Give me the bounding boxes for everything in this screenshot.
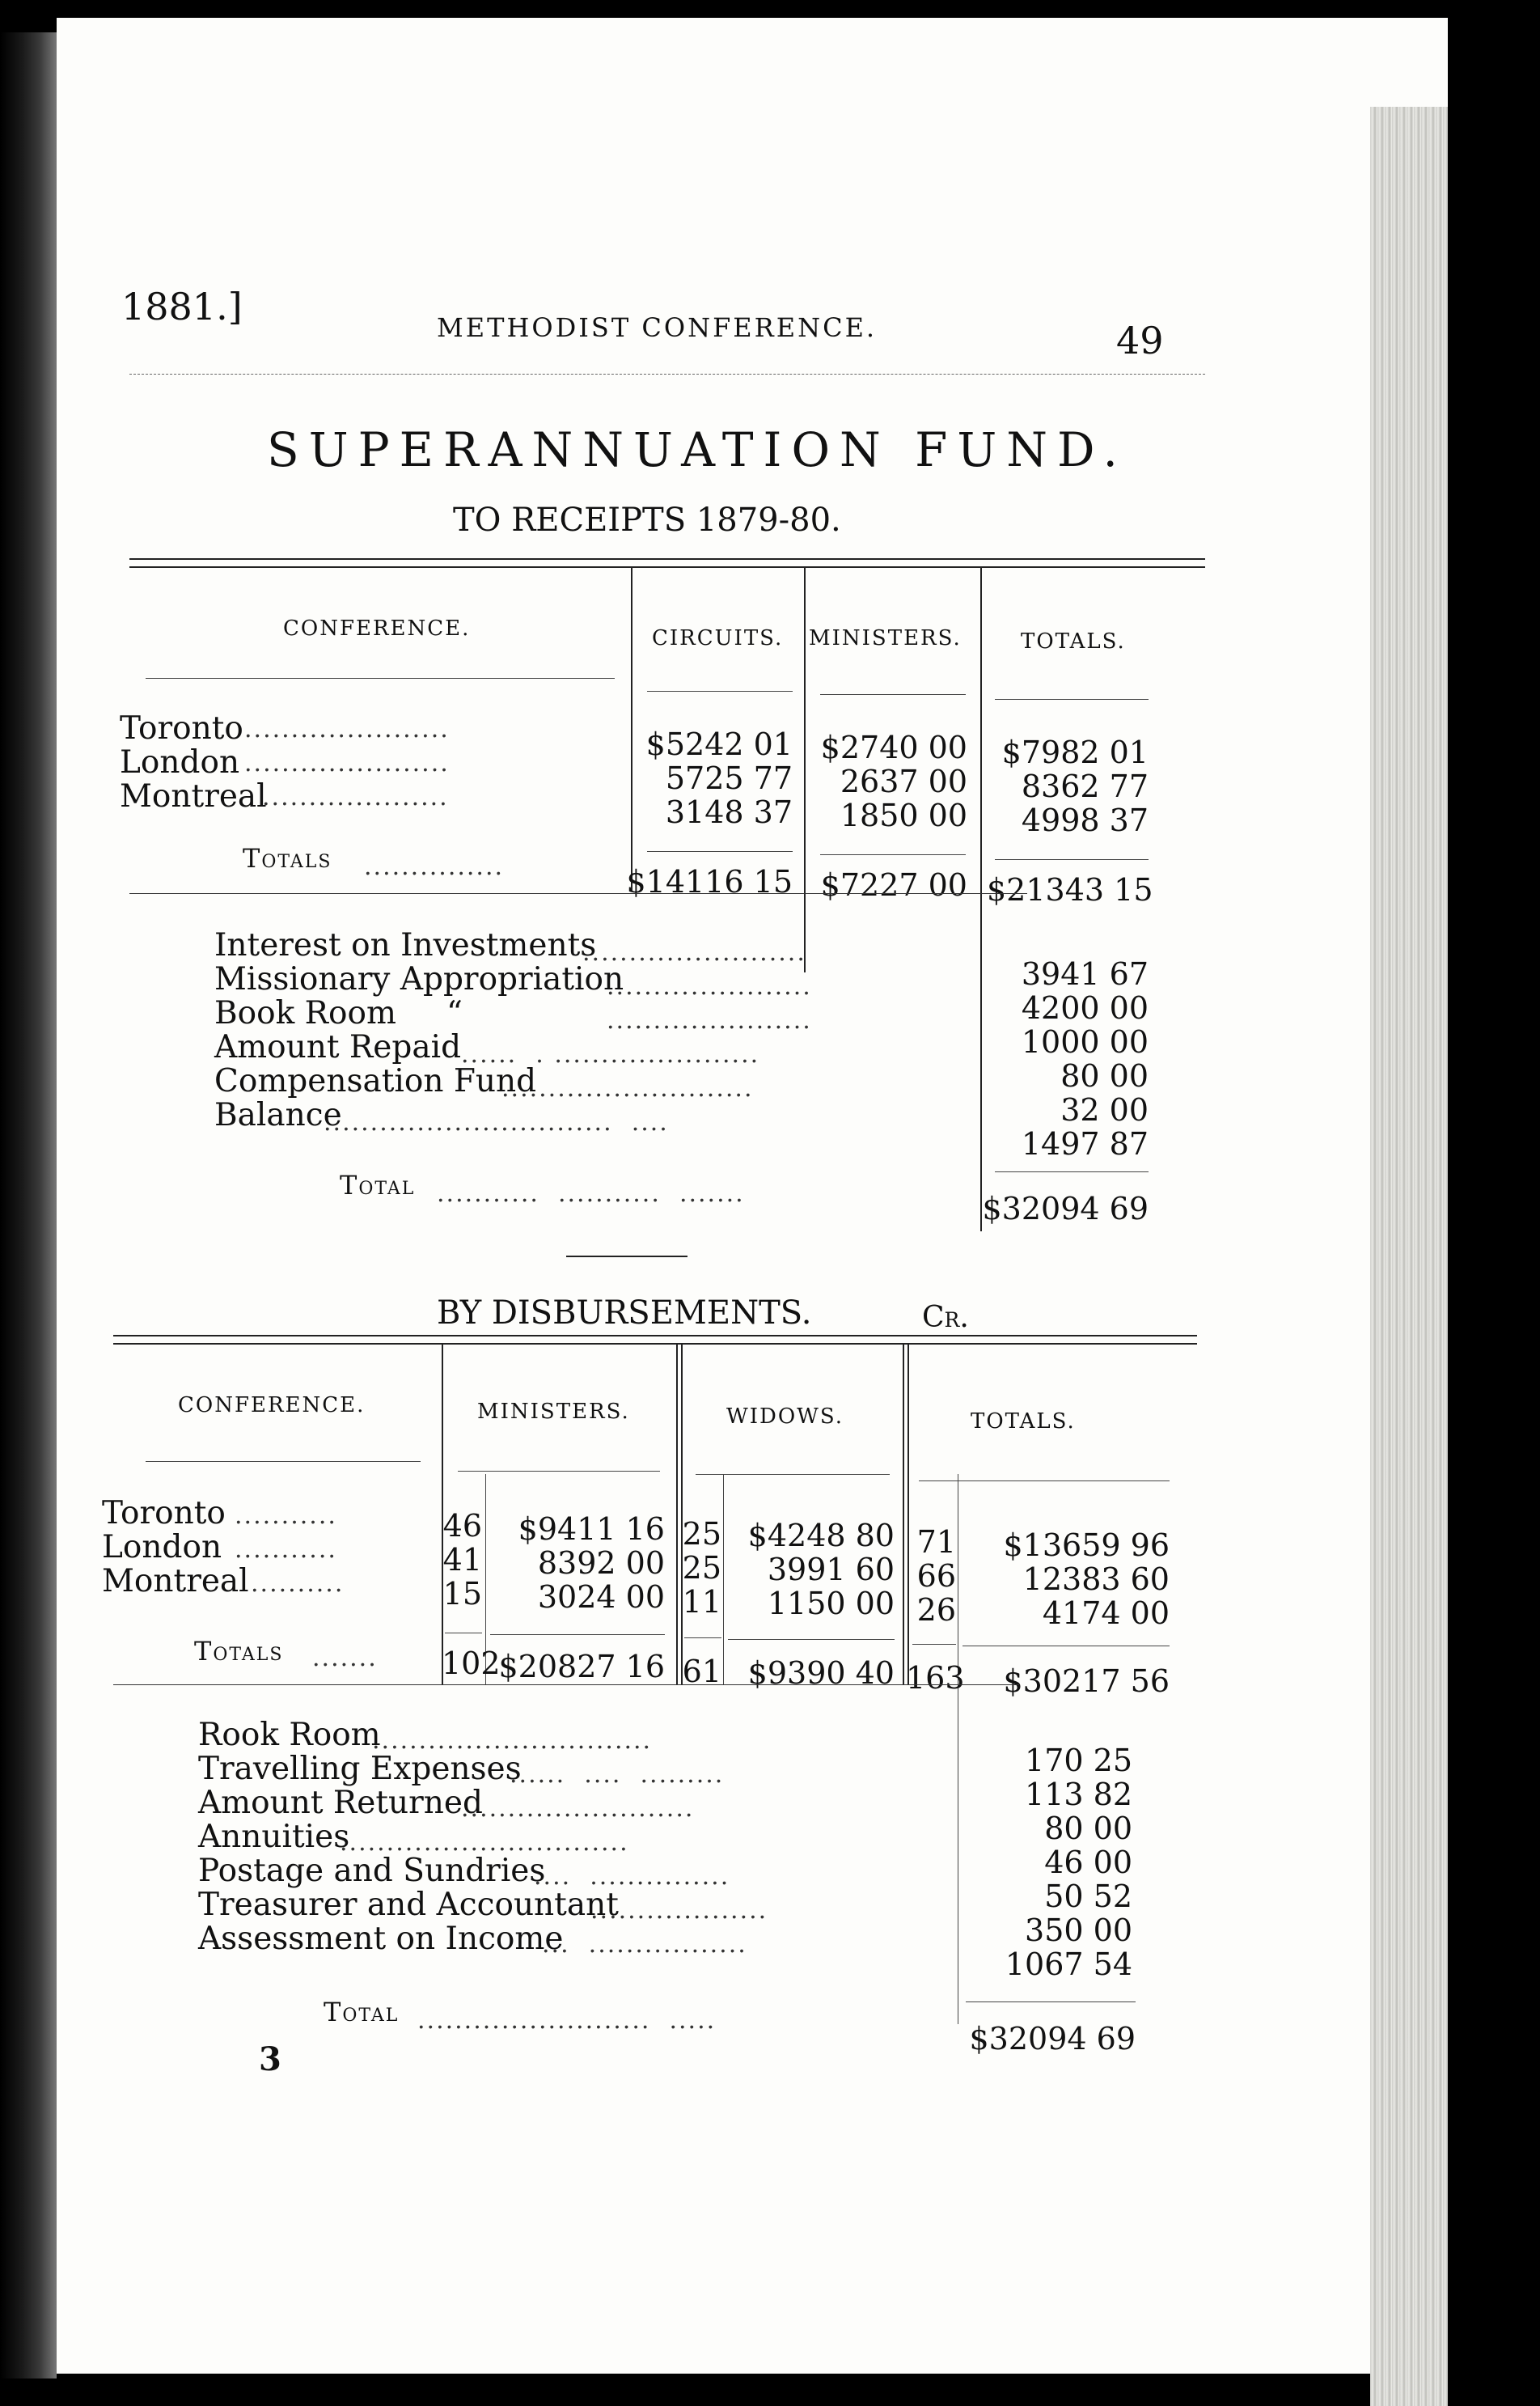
running-head-year: 1881.] xyxy=(121,285,243,328)
head-rule xyxy=(129,374,1205,375)
header-underline xyxy=(458,1471,660,1472)
item-amount: 1067 54 xyxy=(1005,1946,1132,1982)
sum-rule xyxy=(728,1639,895,1640)
row-min-count: 46 xyxy=(442,1508,482,1544)
row-circuits: $5242 01 xyxy=(645,726,793,762)
receipts-top-rule xyxy=(129,558,1205,560)
sum-rule xyxy=(912,1644,956,1645)
item-amount: 50 52 xyxy=(1044,1879,1132,1914)
item-label: Treasurer and Accountant xyxy=(198,1887,619,1923)
totals-tot-amount: $30217 56 xyxy=(1003,1663,1170,1699)
item-amount: 32 00 xyxy=(1060,1092,1149,1128)
col-widows: WIDOWS. xyxy=(726,1404,844,1429)
col-totals: TOTALS. xyxy=(1021,629,1126,654)
item-label: Compensation Fund xyxy=(214,1063,537,1099)
receipts-subtitle: TO RECEIPTS 1879-80. xyxy=(453,502,841,539)
leader-dots: ...................... xyxy=(607,972,812,1001)
item-label: Assessment on Income xyxy=(198,1921,564,1957)
col-ministers: MINISTERS. xyxy=(809,626,962,650)
leader-dots: ................... xyxy=(590,1896,768,1925)
row-circuits: 5725 77 xyxy=(665,760,793,796)
leader-dots: ........... ........... ....... xyxy=(437,1180,745,1208)
totals-label: Totals xyxy=(243,843,332,874)
row-min-count: 41 xyxy=(442,1542,482,1578)
leader-dots: ...... . ...................... xyxy=(461,1040,760,1069)
leader-dots: .............................. xyxy=(372,1726,653,1755)
item-amount: 170 25 xyxy=(1025,1743,1132,1778)
sum-rule xyxy=(490,1634,665,1635)
item-label: Travelling Expenses xyxy=(198,1751,522,1787)
receipts-col-divider xyxy=(631,568,632,892)
row-tot-count: 71 xyxy=(916,1524,956,1560)
row-ministers: 2637 00 xyxy=(840,764,967,799)
leader-dots: ........... xyxy=(235,1502,337,1530)
header-underline xyxy=(820,694,966,695)
leader-dots: .... ............... xyxy=(534,1862,730,1891)
leader-dots: ......................... ..... xyxy=(417,2006,717,2035)
disb-top-rule xyxy=(113,1335,1197,1336)
cr-marker: Cr. xyxy=(922,1301,969,1334)
item-label: Amount Repaid xyxy=(214,1029,462,1065)
item-label: Interest on Investments xyxy=(214,927,597,964)
disbursements-subtitle: BY DISBURSEMENTS. xyxy=(437,1294,812,1332)
row-wid-amount: $4248 80 xyxy=(747,1518,895,1553)
sum-rule xyxy=(995,1171,1149,1172)
row-totals: 8362 77 xyxy=(1021,769,1149,804)
totals-rule xyxy=(113,1684,1019,1685)
item-amount: 1000 00 xyxy=(1021,1024,1149,1060)
col-ministers: MINISTERS. xyxy=(477,1400,630,1424)
sum-rule xyxy=(966,2001,1136,2002)
sum-rule xyxy=(684,1637,721,1638)
row-min-amount: $9411 16 xyxy=(518,1511,665,1547)
totals-wid-count: 61 xyxy=(682,1654,721,1689)
item-amount: 113 82 xyxy=(1025,1777,1132,1812)
item-label: Amount Returned xyxy=(198,1785,483,1821)
book-page xyxy=(57,18,1448,2374)
grand-total-amount: $32094 69 xyxy=(969,2021,1136,2057)
page-number: 49 xyxy=(1116,319,1164,362)
row-tot-amount: 12383 60 xyxy=(1022,1561,1170,1597)
row-totals: $7982 01 xyxy=(1001,735,1149,770)
section-divider xyxy=(566,1256,688,1257)
disb-col-divider xyxy=(681,1345,683,1684)
disb-col-divider xyxy=(723,1474,724,1684)
row-wid-amount: 3991 60 xyxy=(767,1552,895,1587)
leader-dots: ............... xyxy=(364,853,505,881)
row-min-amount: 3024 00 xyxy=(537,1579,665,1615)
leader-dots: ......................... xyxy=(461,1794,695,1823)
row-conference: London xyxy=(102,1529,222,1565)
totals-rule xyxy=(129,893,1027,894)
item-amount: 80 00 xyxy=(1044,1811,1132,1846)
leader-dots: ...................... xyxy=(244,715,450,743)
row-tot-count: 26 xyxy=(916,1592,956,1628)
receipts-col-divider xyxy=(804,568,806,972)
item-amount: 3941 67 xyxy=(1021,956,1149,992)
leader-dots: ...................... xyxy=(607,1006,812,1035)
item-amount: 4200 00 xyxy=(1021,990,1149,1026)
disb-col-divider xyxy=(903,1345,904,1684)
totals-min-amount: $20827 16 xyxy=(498,1649,665,1684)
signature-mark: 3 xyxy=(259,2040,281,2078)
row-min-amount: 8392 00 xyxy=(537,1545,665,1581)
row-min-count: 15 xyxy=(442,1576,482,1612)
row-conference: Toronto xyxy=(102,1495,226,1531)
row-ministers: 1850 00 xyxy=(840,798,967,833)
header-underline xyxy=(919,1480,1170,1481)
row-wid-count: 11 xyxy=(682,1584,721,1620)
col-totals: TOTALS. xyxy=(971,1409,1076,1434)
row-wid-count: 25 xyxy=(682,1516,721,1552)
row-circuits: 3148 37 xyxy=(665,794,793,830)
receipts-col-divider xyxy=(980,568,982,1231)
totals-wid-amount: $9390 40 xyxy=(747,1655,895,1691)
col-circuits: CIRCUITS. xyxy=(652,626,784,650)
leader-dots: ............................... .... xyxy=(324,1108,669,1137)
leader-dots: .......... xyxy=(251,1569,345,1598)
running-head-title: METHODIST CONFERENCE. xyxy=(437,312,878,343)
disb-col-divider xyxy=(908,1345,909,1684)
header-underline xyxy=(146,1461,421,1462)
header-underline xyxy=(647,691,793,692)
header-underline xyxy=(995,699,1149,700)
sum-rule xyxy=(647,851,793,852)
header-underline xyxy=(146,678,615,679)
grand-total-label: Total xyxy=(324,1997,400,2027)
leader-dots: ....... xyxy=(312,1644,378,1672)
totals-min-count: 102 xyxy=(442,1646,501,1681)
leader-dots: ........................ xyxy=(582,938,806,967)
item-amount: 80 00 xyxy=(1060,1058,1149,1094)
leader-dots: ........... xyxy=(235,1536,337,1564)
book-binding xyxy=(0,32,57,2378)
leader-dots: ...................... xyxy=(244,749,450,777)
row-tot-count: 66 xyxy=(916,1558,956,1594)
row-tot-amount: 4174 00 xyxy=(1042,1595,1170,1631)
sum-rule xyxy=(995,859,1149,860)
item-label: Balance xyxy=(214,1097,342,1133)
header-underline xyxy=(696,1474,890,1475)
row-conference: London xyxy=(120,744,240,781)
col-conference: CONFERENCE. xyxy=(283,616,471,641)
disb-top-rule-2 xyxy=(113,1343,1197,1345)
leader-dots: ............................... xyxy=(340,1828,629,1857)
item-amount: 350 00 xyxy=(1025,1913,1132,1948)
leader-dots: ... ................. xyxy=(542,1930,747,1959)
col-conference: CONFERENCE. xyxy=(178,1393,366,1417)
item-amount: 1497 87 xyxy=(1021,1126,1149,1162)
item-amount: 46 00 xyxy=(1044,1845,1132,1880)
leader-dots: ........................... xyxy=(501,1074,754,1103)
totals-ministers: $7227 00 xyxy=(820,867,967,903)
disb-col-divider xyxy=(676,1345,678,1684)
row-wid-count: 25 xyxy=(682,1550,721,1586)
leader-dots: ...... .... ......... xyxy=(510,1760,725,1789)
sum-rule xyxy=(820,854,966,855)
item-label: Book Room “ xyxy=(214,995,463,1031)
page-edge xyxy=(1370,107,1448,2406)
row-conference: Montreal xyxy=(120,778,267,815)
grand-total-amount: $32094 69 xyxy=(982,1191,1149,1226)
row-totals: 4998 37 xyxy=(1021,803,1149,838)
row-wid-amount: 1150 00 xyxy=(767,1586,895,1621)
item-label: Missionary Appropriation xyxy=(214,961,624,998)
item-label: Annuities xyxy=(198,1819,350,1855)
totals-totals: $21343 15 xyxy=(987,872,1153,908)
grand-total-label: Total xyxy=(340,1170,416,1201)
totals-tot-count: 163 xyxy=(906,1660,965,1696)
row-conference: Toronto xyxy=(120,710,243,747)
totals-circuits: $14116 15 xyxy=(626,864,793,900)
row-ministers: $2740 00 xyxy=(820,730,967,765)
page-title: SUPERANNUATION FUND. xyxy=(267,422,1128,477)
totals-label: Totals xyxy=(194,1636,284,1667)
row-tot-amount: $13659 96 xyxy=(1003,1527,1170,1563)
item-label: Rook Room xyxy=(198,1717,381,1753)
leader-dots: .................... xyxy=(262,783,449,811)
row-conference: Montreal xyxy=(102,1563,249,1599)
item-label: Postage and Sundries xyxy=(198,1853,546,1889)
receipts-top-rule-2 xyxy=(129,566,1205,568)
